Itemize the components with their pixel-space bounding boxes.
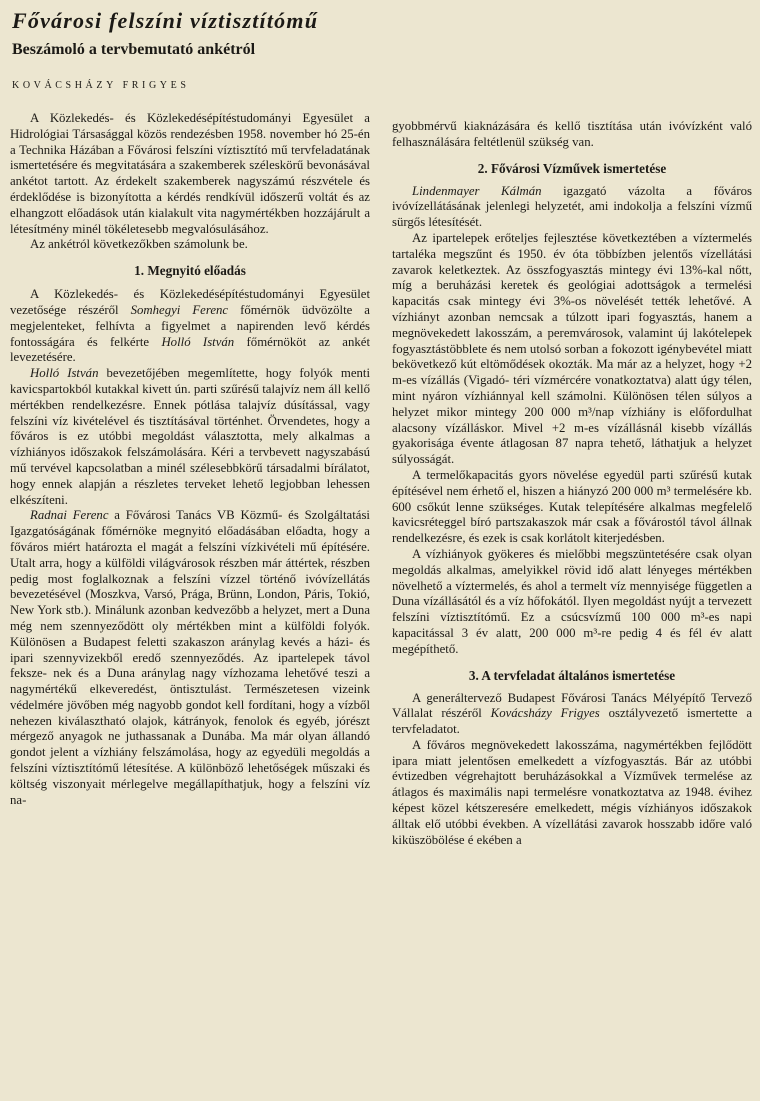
person-name: Holló István	[30, 366, 99, 381]
article-header	[12, 8, 748, 91]
section-heading: 3. A tervfeladat általános ismertetése	[468, 667, 676, 683]
article-title: Fővárosi felszíni víztisztítómű	[12, 8, 319, 33]
person-name: Radnai Ferenc	[30, 508, 109, 523]
text: igazgató vázolta a főváros ivóvízellátásának jelenlegi helyzetét, ami indokolja a felszíni vízmű sürgős létesítését.	[392, 183, 752, 230]
paragraph: A Közlekedés- és Közlekedésépítéstudományi Egyesület a Hidrológiai Társasággal közös rendezésben 1958. november hó 25-én a Technika Házában a Fővárosi felszíni víztisztító mű tervfeladatának ismertetésére és megvitatására a szakemberek széleskörű bevonásával ankétot tartott. Az érdekelt szakemberek nagyszámú részvétele és érdeklődése is bizonyította a kérdés rendkívül időszerű voltát és az elhangzott előadások után kialakult vita nagymértékben hozzájárult a létesítmény minél tökéletesebb megvalósulásához.	[10, 111, 370, 236]
paragraph	[392, 184, 752, 231]
paragraph	[10, 366, 370, 508]
person-name: Kovácsházy Frigyes	[490, 706, 600, 721]
paragraph: gyobbmérvű kiaknázására és kellő tisztítása után ivóvízként való felhasználására feltétlenül szükség van.	[392, 119, 752, 149]
article-author: KOVÁCSHÁZY FRIGYES	[12, 80, 190, 91]
section-heading: 2. Fővárosi Vízművek ismertetése	[477, 160, 667, 176]
person-name: Lindenmayer Kálmán	[412, 183, 542, 198]
text: A Közlekedés- és Közlekedésépítéstudományi Egyesület vezetősége részéről	[10, 287, 370, 317]
person-name: Holló István	[161, 334, 235, 349]
text: főmérnök üdvözölte a megjelenteket, felhívta a figyelmet a napirenden levő kérdés fontosságára és felkérte	[10, 302, 370, 349]
text: a Fővárosi Tanács VB Közmű- és Szolgáltatási Igazgatóságának főmérnöke megnyitó előadásában előadta, hogy a főváros miért határozta el magát a felszíni vízkivételi mű építésére. Utalt arra, hogy a külföldi világvárosok részben már áttértek, részben pedig most foglalkoznak a felszíni vízzel történő ivóvízellátás bevezetésével (Moszkva, Varsó, Prága, Brünn, London, Páris, Tokió, New York stb.). Minálunk azonban kedvezőbb a helyzet, mert a Duna még nem szennyeződött oly mértékben mint a külföldi folyók. Különösen a Budapest feletti szakaszon aránylag kevés a házi- és ipari szennyvizekből eredő szennyeződés. Az ipartelepek távol feksze- nek és a Duna aránylag nagy vízhozama lehetővé teszi a nagymértékű elkeveredést, öntisztulást. Természetesen vizeink védelmére jövőben még nagyobb gondot kell fordítani, hogy a vízből nehezen kiválasztható olajok, kátrányok, fenolok és egyéb, jórészt mérgező anyagok ne juthassanak a Dunába. Ma már olyan állandó gondot jelent a vízhiány felszámolása, hogy az egyedüli megoldás a felszíni víztisztítómű létesítése. A különböző lehetőségek műszaki és költség viszonyait mérlegelve megállapíthatjuk, hogy a felszíni víz na-	[10, 508, 370, 807]
paragraph	[10, 508, 370, 808]
paragraph: Az ipartelepek erőteljes fejlesztése következtében a víztermelés tartaléka megszűnt és 1950. év óta többízben jelentős vízellátási zavarok keletkeztek. Az összfogyasztás mintegy évi 13%-kal nőtt, míg a beruházási keretek és geológiai adottságok a termelési kapacitás csak mintegy évi 3%-os növelését tették lehetővé. A vízhiányt azonban nemcsak a túlzott ipari fogyasztás, hanem a megnövekedett lakosszám, a peremvárosok, valamint új lakótelepek fogyasztástöbblete és nem utolsó sorban a fokozott igénybevétel miatt bekövetkező kút eltömődések okozták. Ma már az a helyzet, hogy +2 m-es vízállás (Vigadó- téri vízmércére vonatkoztatva) alatt úgy télen, mint nyáron vízhiánnyal kell számolni. Különösen télen súlyos a helyzet mikor mintegy 200 000 m³/nap vízhiány is előfordulhat alacsony vízálláskor. Mivel +2 m-es vízállásnál kisebb vízállás gyakorisága évente átlagosan 87 napra tehető, láthatjuk a helyzet súlyosságát.	[392, 230, 752, 467]
left-column	[10, 111, 370, 808]
paragraph: A termelőkapacitás gyors növelése egyedül parti szűrésű kutak építésével nem érhető el, hiszen a hiányzó 200 000 m³ termelésére kb. 600 csőkút lenne szükséges. Kutak telepítésére alkalmas megfelelő kavicsréteggel bíró partszakaszok már csak a fővárostól távol állnak rendelkezésre, és ezek is csak korlátolt kiterjedésben.	[392, 467, 752, 546]
paragraph	[10, 287, 370, 366]
text: bevezetőjében megemlítette, hogy folyók menti kavicspartokból kutakkal kivett ún. parti szűrésű talajvíz nem áll kellő mértékben rendelkezésre. Ennek pótlása talajvíz dúsítással, vagy felszíni víz kivételével és tisztításával történhet. Örvendetes, hogy a főváros is ez utóbbi megoldást választotta, mely alkalmas a vízhiányos időszakok felszámolására. Kéri a tervbevett nagyszabású mű tervével kapcsolatban a minél szélesebbkörű társadalmi bírálatot, hogy ennek alapján a részletes terveket lehető legjobban lehessen elkészíteni.	[10, 366, 371, 507]
text: osztályvezető ismertette a tervfeladatot.	[392, 706, 753, 737]
article-subtitle: Beszámoló a tervbemutató ankétról	[12, 41, 256, 58]
right-column	[392, 119, 752, 848]
paragraph: Az ankétról következőkben számolunk be.	[30, 237, 248, 252]
paragraph: A főváros megnövekedett lakosszáma, nagymértékben fejlődött ipara miatt jelentősen emelkedett a vízfogyasztás. Bár az utóbbi évtizedben végrehajtott beruházásokkal a Vízművek termelése az átlagos és maximális napi termelésre vonatkoztatva az 1948. évihez képest közel kétszeresére emelkedett, mégis vízhiányos időszakok álltak elő utóbbi években. A vízellátási zavarok hosszabb időre való kiküszöbölése é ekében a	[392, 737, 752, 847]
paragraph	[392, 691, 752, 738]
paragraph: A vízhiányok gyökeres és mielőbbi megszüntetésére csak olyan megoldás alkalmas, amelyikkel rövid idő alatt lényeges mértékben növelhető a víztermelés, és ahol a termelt víz mennyisége független a Duna vízállásától és a víz hőfokától. Ilyen megoldást nyújt a tervezett felszíni víztisztítómű. Ez a csúcsvízmű 100 000 m³-es napi kapacitással 3 év alatt, 200 000 m³-re pedig 4 és fél év alatt megépíthető.	[392, 546, 752, 656]
person-name: Somhegyi Ferenc	[130, 302, 229, 317]
text: főmérnököt az ankét levezetésére.	[10, 334, 370, 365]
text: A generáltervező Budapest Fővárosi Tanács Mélyépítő Tervező Vállalat részéről	[392, 690, 752, 721]
section-heading: 1. Megnyitó előadás	[134, 263, 246, 279]
